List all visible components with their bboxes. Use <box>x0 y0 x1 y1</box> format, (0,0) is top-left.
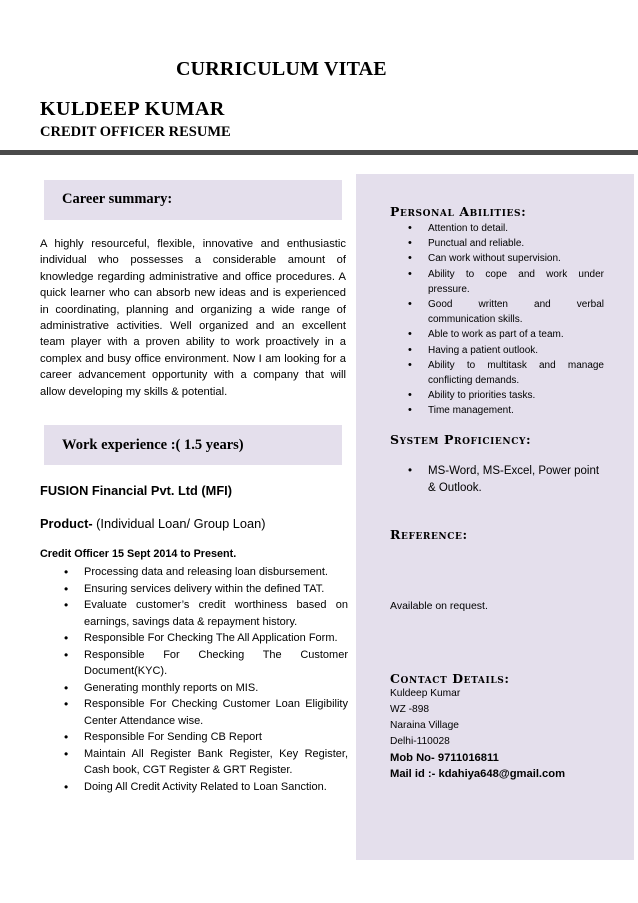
career-summary-heading: Career summary: <box>62 191 173 207</box>
duty-item: • Ensuring services delivery within the defined TAT. <box>60 581 348 598</box>
product-line <box>40 516 265 531</box>
ability-item: • Ability to priorities tasks. <box>408 388 604 403</box>
duty-item: • Responsible For Checking The Customer Document(KYC). <box>60 647 348 680</box>
contact-name: Kuldeep Kumar <box>390 688 461 699</box>
career-summary-text: A highly resourceful, flexible, innovative and enthusiastic individual who possesses a considerable amount of knowledge regarding administrative and office procedures. A quick learner who can absorb new ideas and is experienced in coordinating, planning and organizing a wide range of administrative activities. Well organized and an excellent team player with a proven ability to work proactively in a complex and busy office environment. Now I am looking for a career advancement opportunity with a company that will allow developing my skills & potential. <box>40 238 346 398</box>
duty-item: • Responsible For Checking Customer Loan Eligibility Center Attendance wise. <box>60 696 348 729</box>
work-experience-header <box>44 425 342 465</box>
company-name: FUSION Financial Pvt. Ltd (MFI) <box>40 483 232 498</box>
ability-item: • Time management. <box>408 403 604 418</box>
header-divider <box>0 150 638 155</box>
reference-heading: Reference: <box>390 527 468 542</box>
ability-item: • Having a patient outlook. <box>408 343 604 358</box>
contact-address-line: Naraina Village <box>390 720 459 731</box>
system-proficiency-heading: System Proficiency: <box>390 432 532 447</box>
contact-address-line: Delhi-110028 <box>390 736 450 747</box>
contact-address-line: WZ -898 <box>390 704 430 715</box>
abilities-list <box>408 221 604 419</box>
ability-item: • Good written and verbal communication skills. <box>408 297 604 327</box>
product-label: Product- <box>40 516 93 531</box>
resume-subtitle: CREDIT OFFICER RESUME <box>40 124 231 140</box>
system-item: • MS-Word, MS-Excel, Power point & Outlook. <box>408 463 608 496</box>
product-value: (Individual Loan/ Group Loan) <box>92 516 266 531</box>
contact-details <box>390 686 565 782</box>
duty-item: • Responsible For Checking The All Application Form. <box>60 630 348 647</box>
ability-item: • Ability to multitask and manage conflicting demands. <box>408 358 604 388</box>
contact-mobile: Mob No- 9711016811 <box>390 752 499 764</box>
ability-item: • Punctual and reliable. <box>408 236 604 251</box>
duty-item: • Processing data and releasing loan disbursement. <box>60 564 348 581</box>
system-list <box>408 463 608 496</box>
document-title: CURRICULUM VITAE <box>176 58 387 80</box>
duty-item: • Responsible For Sending CB Report <box>60 729 348 746</box>
work-experience-heading: Work experience :( 1.5 years) <box>62 437 244 453</box>
ability-item: • Attention to detail. <box>408 221 604 236</box>
job-role: Credit Officer 15 Sept 2014 to Present. <box>40 548 237 560</box>
duty-item: • Generating monthly reports on MIS. <box>60 680 348 697</box>
career-summary-header <box>44 180 342 220</box>
candidate-name: KULDEEP KUMAR <box>40 98 225 120</box>
personal-abilities-heading: Personal Abilities: <box>390 204 527 219</box>
ability-item: • Able to work as part of a team. <box>408 327 604 342</box>
duty-item: • Evaluate customer’s credit worthiness based on earnings, savings data & repayment history. <box>60 597 348 630</box>
ability-item: • Ability to cope and work under pressure. <box>408 267 604 297</box>
duty-item: • Doing All Credit Activity Related to Loan Sanction. <box>60 779 348 796</box>
duties-list <box>60 564 348 795</box>
duty-item: • Maintain All Register Bank Register, Key Register, Cash book, CGT Register & GRT Register. <box>60 746 348 779</box>
ability-item: • Can work without supervision. <box>408 251 604 266</box>
contact-heading: Contact Details: <box>390 671 510 686</box>
reference-text: Available on request. <box>390 600 488 612</box>
contact-email: Mail id :- kdahiya648@gmail.com <box>390 768 566 780</box>
